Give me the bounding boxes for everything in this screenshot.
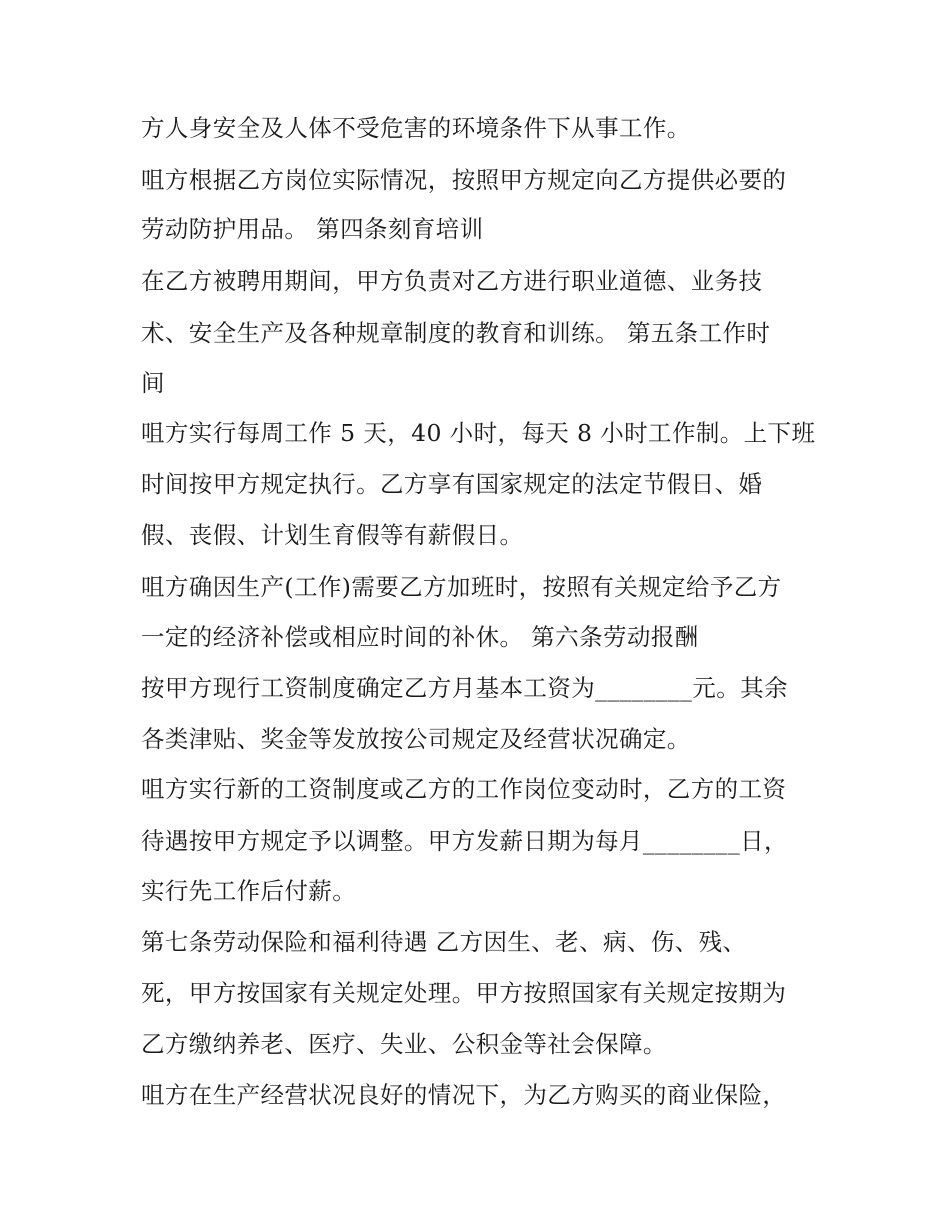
text-line: 按甲方现行工资制度确定乙方月基本工资为________元。其余 (141, 674, 788, 702)
text-line: 一定的经济补偿或相应时间的补休。 第六条劳动报酬 (141, 623, 699, 651)
text-line: 咀方实行每周工作 5 天，40 小时，每天 8 小时工作制。上下班 (141, 419, 816, 447)
text-line: 间 (141, 369, 165, 397)
text-line: 待遇按甲方规定予以调整。甲方发薪日期为每月________日， (141, 827, 788, 855)
text-line: 咀方在生产经营状况良好的情况下，为乙方购买的商业保险， (141, 1081, 787, 1109)
text-line: 术、安全生产及各种规章制度的教育和训练。 第五条工作时 (141, 319, 771, 347)
text-line: 劳动防护用品。 第四条刻育培训 (141, 215, 484, 243)
text-line: 咀方确因生产(工作)需要乙方加班时，按照有关规定给予乙方 (141, 573, 782, 601)
text-line: 时间按甲方规定执行。乙方享有国家规定的法定节假日、婚 (141, 470, 763, 498)
text-line: 咀方实行新的工资制度或乙方的工作岗位变动时，乙方的工资 (141, 775, 787, 803)
text-line: 实行先工作后付薪。 (141, 877, 357, 905)
text-line: 方人身安全及人体不受危害的环境条件下从事工作。 (141, 114, 691, 142)
text-line: 在乙方被聘用期间，甲方负责对乙方进行职业道德、业务技 (141, 267, 763, 295)
text-line: 各类津贴、奖金等发放按公司规定及经营状况确定。 (141, 725, 691, 753)
text-line: 死，甲方按国家有关规定处理。甲方按照国家有关规定按期为 (141, 979, 787, 1007)
text-line: 咀方根据乙方岗位实际情况，按照甲方规定向乙方提供必要的 (141, 166, 787, 194)
text-line: 假、丧假、计划生育假等有薪假日。 (141, 521, 524, 549)
text-line: 第七条劳动保险和福利待遇 乙方因生、老、病、伤、残、 (141, 928, 747, 956)
text-line: 乙方缴纳养老、医疗、失业、公积金等社会保障。 (141, 1030, 667, 1058)
